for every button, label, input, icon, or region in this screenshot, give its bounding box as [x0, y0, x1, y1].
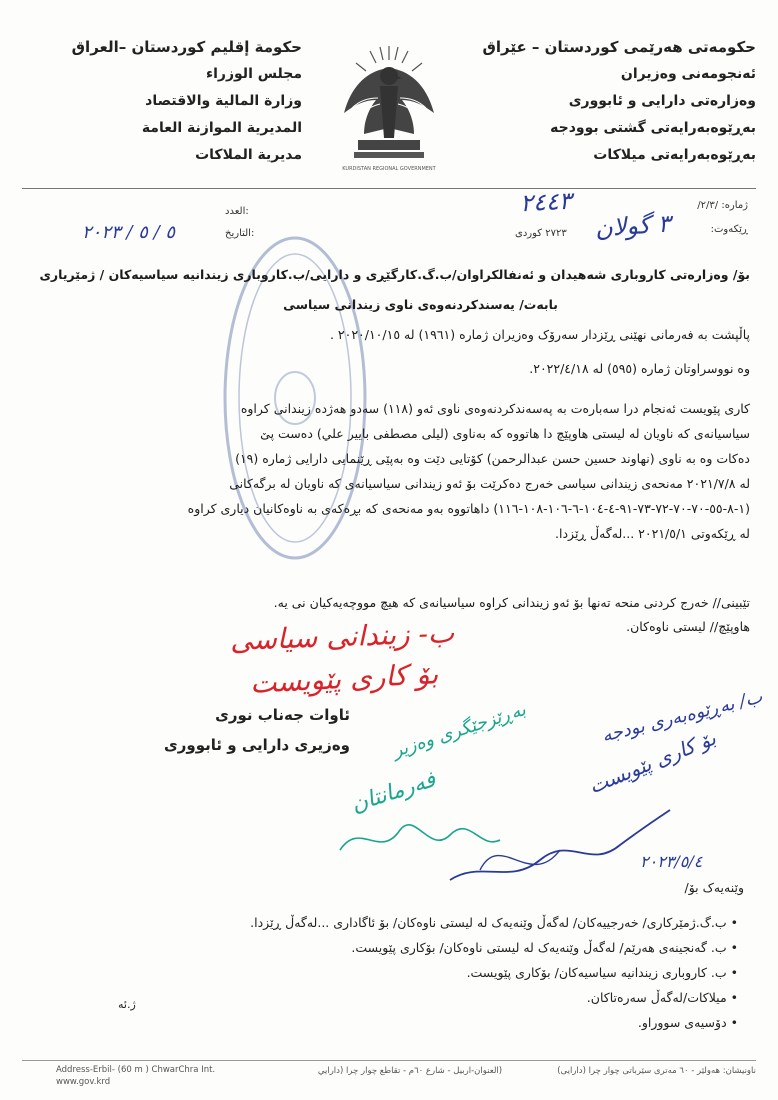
main-line: کاری پێویست ئەنجام درا سەبارەت بە پەسەندکردنەوەی ناوی ئەو (١١٨) سەدو هەژدە زیندانی کراوە	[240, 401, 750, 416]
cc-item: • میلاکات/لەگەڵ سەرەتاکان.	[138, 985, 738, 1010]
main-line: (١-٨-٥٥-٧٠-٧٠-٧٢-٧٣-٩١-٤-١٠٤-٦-١٠٦-١٠٨-١١٦) داهاتووە بەو مەنحەی کە بڕەکەی بە ناوەکانیان دیاری کراوە	[187, 501, 750, 516]
header-divider	[22, 188, 756, 189]
attachment-line: هاوپێچ// لیستی ناوەکان.	[626, 619, 750, 634]
teal-note-1: بەڕێزجێگری وەزیر	[390, 699, 529, 762]
krg-emblem	[330, 38, 448, 178]
cc-list	[138, 910, 738, 1035]
date-kurdi: ٢٧٢٣ کوردی	[515, 228, 567, 239]
header-arabic-line: المديرية الموازنة العامة	[141, 120, 302, 136]
main-line: لە ڕێکەوتی ٢٠٢١/٥/١ ...لەگەڵ ڕێزدا.	[555, 526, 750, 541]
red-note-1: ب- زیندانی سیاسی	[229, 616, 455, 657]
reference-2: وە نووسراوتان ژمارە (٥٩٥) لە ٢٠٢٢/٤/١٨.	[529, 361, 750, 376]
footer-website: www.gov.krd	[56, 1077, 111, 1087]
footer-rule	[22, 1060, 756, 1061]
footer-address: Address-Erbil- (60 m ) ChwarChra Int.	[56, 1065, 216, 1075]
ar-number-label: العدد:	[225, 206, 249, 217]
number-prefix: /٢/٣/	[697, 200, 719, 211]
cc-item: • دۆسیەی سووراو.	[138, 1010, 738, 1035]
main-line: دەکات وە بە ناوی (نهاوند حسين حسن عبدالرحمن) کۆتایی دێت وە بەپێی ڕێنمایی دارایی ژمارە (١٩)	[235, 451, 750, 466]
signatory	[150, 700, 350, 760]
eagle-emblem-icon	[330, 38, 448, 178]
header-kurdish-line: حکومەتی هەرێمی کوردستان – عێراق	[482, 38, 756, 56]
footer-address-en	[56, 1064, 215, 1088]
teal-note-2: فەرمانتان	[348, 767, 439, 818]
cc-label: وێنەیەک بۆ/	[684, 880, 744, 895]
header-arabic-line: حكومة إقليم كوردستان –العراق	[71, 38, 302, 56]
addressee: بۆ/ وەزارەتی کاروباری شەهیدان و ئەنفالکراوان/ب.گ.کارگێڕی و دارایی/ب.کاروباری زیندانیە سیاسیەکان / ژمێریاری	[39, 267, 750, 282]
date-label: ڕێکەوت:	[710, 224, 748, 235]
date-handwritten: ٣ گولان	[594, 209, 672, 243]
header-kurdish	[466, 34, 756, 169]
header-kurdish-line: بەڕێوەبەرایەتی میلاکات	[593, 147, 756, 163]
cc-item: • ب. کاروباری زیندانیە سیاسیەکان/ بۆکاری پێویست.	[138, 960, 738, 985]
ref-number-handwritten: ٢٤٤٣	[519, 186, 573, 218]
footer-address-ar: (العنوان-اربيل - شارع ٦٠م - تقاطع چوار چرا (دارايي	[317, 1066, 503, 1076]
reference-1: پاڵپشت بە فەرمانی نهێنی ڕێزدار سەرۆک وەزیران ژمارە (١٩٦١) لە ٢٠٢٠/١٠/١٥ .	[329, 327, 750, 342]
footer-address-ku: ناونیشان: هەولێر - ٦٠ مەتری سێرباتی چوار چرا (دارایی)	[557, 1066, 756, 1076]
ar-date-handwritten: ٥ / ٥ / ٢٠٢٣	[82, 222, 176, 243]
cc-item: • ب. گەنجینەی هەرێم/ لەگەڵ وێنەیەک لە لیستی ناوەکان/ بۆکاری پێویست.	[138, 935, 738, 960]
typist-initials: ژ.ئه	[118, 998, 136, 1011]
number-label: ژمارە:	[721, 200, 748, 211]
subject-line: بابەت/ یەسندکردنەوەی ناوی زیندانی سیاسی	[283, 297, 558, 312]
header-arabic-line: مديرية الملاكات	[195, 147, 302, 163]
main-line: سیاسیانەی کە ناویان لە لیستی هاوپێچ دا هاتووە کە بەناوی (ليلى مصطفى بايير علي) دەست پێ	[260, 426, 750, 441]
ar-date-label: التاريخ:	[225, 228, 255, 239]
main-paragraph	[28, 396, 750, 546]
main-line: لە ٢٠٢١/٧/٨ مەنحەی زیندانی سیاسی خەرج دەکرێت بۆ ئەو زیندانی سیاسیانەی کە ناویان لە برگەکانی	[229, 476, 750, 491]
note-line: تێبینی// خەرج کردنی منحە تەنها بۆ ئەو زیندانی کراوە سیاسیانەی کە هیچ مووچەیەکیان نی یە.	[273, 595, 750, 610]
signatory-name: ئاوات جەناب نوری	[215, 706, 350, 724]
header-arabic-line: وزارة المالية والاقتصاد	[145, 93, 302, 109]
handwritten-date: ٢٠٢٣/٥/٤	[640, 852, 703, 871]
header-arabic	[32, 34, 302, 169]
header-kurdish-line: ئەنجومەنی وەزیران	[620, 66, 756, 82]
signatory-title: وەزیری دارایی و ئابووری	[164, 736, 350, 754]
cc-item: • ب.گ.ژمێرکاری/ خەرجییەکان/ لەگەڵ وێنەیەک لە لیستی ناوەکان/ بۆ ئاگاداری ...لەگەڵ ڕێزدا.	[138, 910, 738, 935]
header-kurdish-line: وەزارەتی دارایی و ئابووری	[568, 93, 756, 109]
emblem-caption: KURDISTAN REGIONAL GOVERNMENT	[342, 166, 436, 172]
red-note-2: بۆ کاری پێویست	[249, 657, 440, 700]
blue-note-2: بۆ کاری پێویست	[585, 725, 720, 799]
header-kurdish-line: بەڕێوەبەرایەتی گشتی بوودجە	[550, 120, 756, 136]
minister-signature-icon	[420, 790, 680, 900]
header-arabic-line: مجلس الوزراء	[205, 66, 302, 82]
blue-note-1: ب/ بەڕێوەبەری بودجە	[599, 686, 765, 747]
